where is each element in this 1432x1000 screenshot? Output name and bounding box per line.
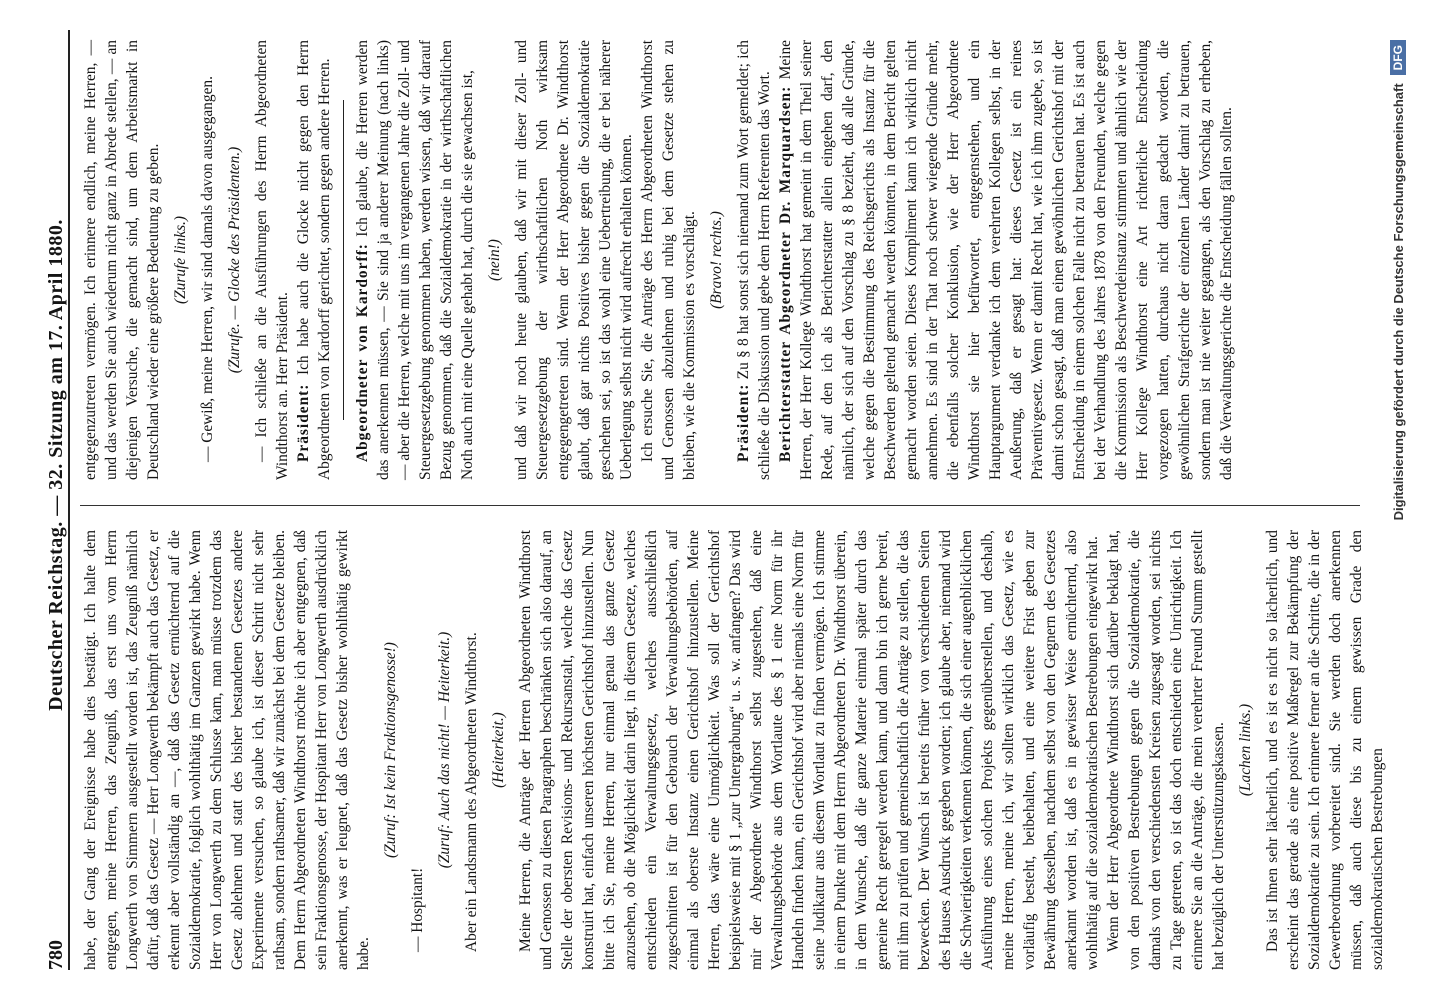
interjection: (Zuruf: Ist kein Fraktionsgenosse!) (382, 642, 399, 858)
speaker-name: Präsident: (295, 383, 312, 462)
paragraph: — Hospitant! (409, 867, 426, 952)
interjection: (Bravo! rechts.) (708, 211, 725, 309)
speaker-name: Abgeordneter von Kardorff: (354, 243, 371, 462)
speech-text: Ich glaube, die Herren werden das anerkennen müssen, — Sie sind ja anderer Meinung (nach links) — aber die Herren, welche mit uns im vergangenen Jahre die Zoll- und Steuergesetzgebung genommen haben, werden wissen, daß wir darauf Bezug genommen, daß die Sozialdemokratie in der wirthschaftlichen Noth auch mit eine Quelle gehabt hat, durch die sie gewachsen ist, (354, 40, 476, 480)
speech-text: Ich habe auch die Glocke nicht gegen den Herrn Abgeordneten von Kardorff gerichtet, sondern gegen andere Herren. (295, 40, 333, 480)
paragraph: — Ich schließe an die Ausführungen des Herrn Abgeordneten Windthorst an. Herr Präsident. (253, 40, 291, 480)
interjection: (Lachen links.) (1237, 703, 1254, 797)
digitization-credit (1390, 40, 1406, 960)
interjection: (nein!) (486, 239, 503, 281)
credit-text: Digitalisierung gefördert durch die Deutsche Forschungsgemeinschaft (1390, 83, 1406, 521)
speech-paragraph (733, 40, 775, 480)
paragraph: Aber ein Landsmann des Abgeordneten Windthorst. (463, 632, 480, 952)
column-divider (80, 505, 1360, 506)
page-title: Deutscher Reichstag. — 32. Sitzung am 17. April 1880. (45, 219, 67, 711)
page-header (28, 30, 70, 970)
paragraph: habe, der Gang der Ereignisse habe dies bestätigt. Ich halte dem entgegen, meine Herren, das Zeugniß, das erst uns vom Herrn Longwerth von Simmern ausgestellt worden ist, das Zeugniß nämlich dafür, daß das Gesetz — Herr Longwerth bekämpft auch das Gesetz, er erkennt aber vollständig an —, daß das Gesetz ernüchternd auf die Sozialdemokratie, folglich wohlthätig im Ganzen gewirkt habe. Wenn Herr von Longwerth zu dem Schlusse kam, man müsse trotzdem das Gesetz ablehnen und statt des bisher bestandenen Gesetzes andere Experimente versuchen, so glaube ich, ist dieser Schritt nicht sehr rathsam, sondern rathsamer, daß wir zunächst bei dem Gesetze bleiben. Dem Herrn Abgeordneten Windthorst möchte ich aber entgegnen, daß sein Fraktionsgenosse, der Hospitant Herr von Longwerth ausdrücklich anerkennt, was er leugnet, daß das Gesetz bisher wohlthätig gewirkt habe. (82, 530, 372, 970)
speech-text: Meine Herren, der Herr Kollege Windthorst hat gemeint in dem Theil seiner Rede, auf den ich als Berichterstatter allein eingehen darf, den nämlich, der sich auf den Vorschlag zu § 8 bezieht, daß alle Gründe, welche gegen die Bestimmung des Reichsgerichts als Instanz für die Beschwerden geltend gemacht werden könnten, in dem Bericht gelten gemacht worden seien. Dieses Kompliment kann ich wirklich nicht annehmen. Es sind in der That noch schwer wiegende Gründe mehr, die ebenfalls solcher Konklusion, wie der Herr Abgeordnete Windthorst sie hier befürwortet, entgegenstehen, und ein Hauptargument verdanke ich dem verehrten Kollegen selbst, in der Aeußerung, daß er gesagt hat: dieses Gesetz ist ein reines Präventivgesetz. Wenn er damit Recht hat, wie ich ihm zugebe, so ist damit schon gesagt, daß man einen gewöhnlichen Gerichtshof mit der Entscheidung in einem solchen Falle nicht zu betrauen hat. Es ist auch bei der Verhandlung des Jahres 1878 von den Freunden, welche gegen die Kommission als Beschwerdeinstanz stimmten und ähnlich wie der Herr Kollege Windthorst eine Art richterliche Entscheidung vorgezogen hatten, durchaus nicht daran gedacht worden, die gewöhnlichen Strafgerichte der einzelnen Länder damit zu betrauen, sondern man ist nie weiter gegangen, als den Vorschlag zu erheben, daß die Verwaltungsgerichte die Entscheidung fällen sollten. (777, 40, 1235, 480)
page-number: 780 (45, 940, 67, 970)
right-column (80, 40, 1360, 480)
paragraph: Meine Herren, die Anträge der Herren Abgeordneten Windthorst und Genossen zu diesen Paragraphen beschränken sich also darauf, an Stelle der obersten Revisions- und Rekursanstalt, welche das Gesetz konstruirt hat, einfach unseren höchsten Gerichtshof hinzustellen. Nun bitte ich Sie, meine Herren, nur einmal genau das ganze Gesetz anzusehen, ob die Möglichkeit darin liegt, in diesem Gesetze, welches entschieden ein Verwaltungsgesetz, welches ausschließlich zugeschnitten ist für den Gebrauch der Verwaltungsbehörden, auf einmal als oberste Instanz einen Gerichtshof hinzustellen. Meine Herren, das wäre eine Unmöglichkeit. Was soll der Gerichtshof beispielsweise mit § 1 „zur Untergrabung“ u. s. w. anfangen? Das wird mir der Abgeordnete Windthorst selbst zugestehen, daß eine Verwaltungsbehörde aus dem Wortlaute des § 1 eine Norm für ihr Handeln finden kann, ein Gerichtshof wird aber niemals eine Norm für seine Judikatur aus diesem Wortlaut zu finden vermögen. Ich stimme in einem Punkte mit dem Herrn Abgeordneten Dr. Windthorst überein, in dem Wunsche, daß die ganze Materie einmal später durch das gemeine Recht geregelt werden kann, und dann bin ich gerne bereit, mit ihm zu prüfen und gemeinschaftlich die Anträge zu stellen, die das bezwecken. Der Wunsch ist bereits früher von verschiedenen Seiten des Hauses Ausdruck gegeben worden; ich glaube aber, niemand wird die Schwierigkeiten verkennen können, die sich einer augenblicklichen Ausführung eines solchen Projekts gegenüberstellen, und deshalb, meine Herren, meine ich, wir sollten wirklich das Gesetz, wie es vorläufig besteht, beibehalten, und eine weitere Frist geben zur Bewährung desselben, nachdem selbst von den Gegnern des Gesetzes anerkannt worden ist, daß es in gewisser Weise ernüchternd, also wohlthätig auf die sozialdemokratischen Bestrebungen eingewirkt hat. (517, 530, 1101, 970)
paragraph: Das ist Ihnen sehr lächerlich, und es ist es nicht so lächerlich, und erscheint das gerade als eine positive Maßregel zur Bekämpfung der Sozialdemokratie zu sein. Ich erinnere ferner an die Schritte, die in der Gewerbeordnung vorbereitet sind. Sie werden doch anerkennen müssen, daß auch diese bis zu einem gewissen Grade den sozialdemokratischen Bestrebungen (1264, 530, 1386, 970)
dfg-badge: DFG (1390, 40, 1406, 75)
speech-paragraph (775, 40, 1237, 480)
section-rule (343, 100, 344, 420)
paragraph: Wenn der Herr Abgeordnete Windthorst sich darüber beklagt hat, von den positiven Bestrebungen gegen die Sozialdemokratie, die damals von den verschiedensten Kreisen zugesagt worden, sei nichts zu Tage getreten, so ist das doch entschieden eine Unrichtigkeit. Ich erinnere Sie an die Anträge, die mein verehrter Freund Stumm gestellt hat bezüglich der Unterstützungskassen. (1105, 530, 1227, 970)
interjection: (Zurufe links.) (172, 215, 189, 305)
left-column (80, 530, 1386, 970)
paragraph: Ich ersuche Sie, die Anträge des Herrn Abgeordneten Windthorst und Genossen abzulehnen und ruhig bei dem Gesetze stehen zu bleiben, wie die Kommission es vorschlägt. (639, 40, 698, 480)
interjection: (Zurufe. — Glocke des Präsidenten.) (226, 146, 243, 374)
paragraph: — Gewiß, meine Herren, wir sind damals davon ausgegangen. (199, 76, 216, 462)
interjection: (Zuruf: Auch das nicht! — Heiterkeit.) (436, 631, 453, 869)
speech-paragraph (293, 40, 335, 480)
interjection: (Heiterkeit.) (490, 712, 507, 788)
speaker-name: Präsident: (735, 383, 752, 462)
paragraph: und daß wir noch heute glauben, daß wir mit dieser Zoll- und Steuergesetzgebung der wirthschaftlichen Noth wirksam entgegengetreten sind. Wenn der Herr Abgeordnete Dr. Windthorst glaubt, daß gar nichts Positives bisher gegen die Sozialdemokratie geschehen sei, so ist das wohl eine Uebertreibung, die er bei näherer Ueberlegung selbst nicht wird aufrecht erhalten können. (513, 40, 635, 480)
speech-paragraph (352, 40, 478, 480)
paragraph: entgegenzutreten vermögen. Ich erinnere endlich, meine Herren, — und das werden Sie auch wiederum nicht ganz in Abrede stellen, — an diejenigen Versuche, die gemacht sind, um dem Arbeitsmarkt in Deutschland wieder eine größere Bedeutung zu geben. (82, 40, 162, 480)
speaker-name: Berichterstatter Abgeordneter Dr. Marquardsen: (777, 85, 794, 462)
speech-text: Zu § 8 hat sonst sich niemand zum Wort gemeldet; ich schließe die Diskussion und gebe dem Herrn Referenten das Wort. (735, 40, 773, 480)
